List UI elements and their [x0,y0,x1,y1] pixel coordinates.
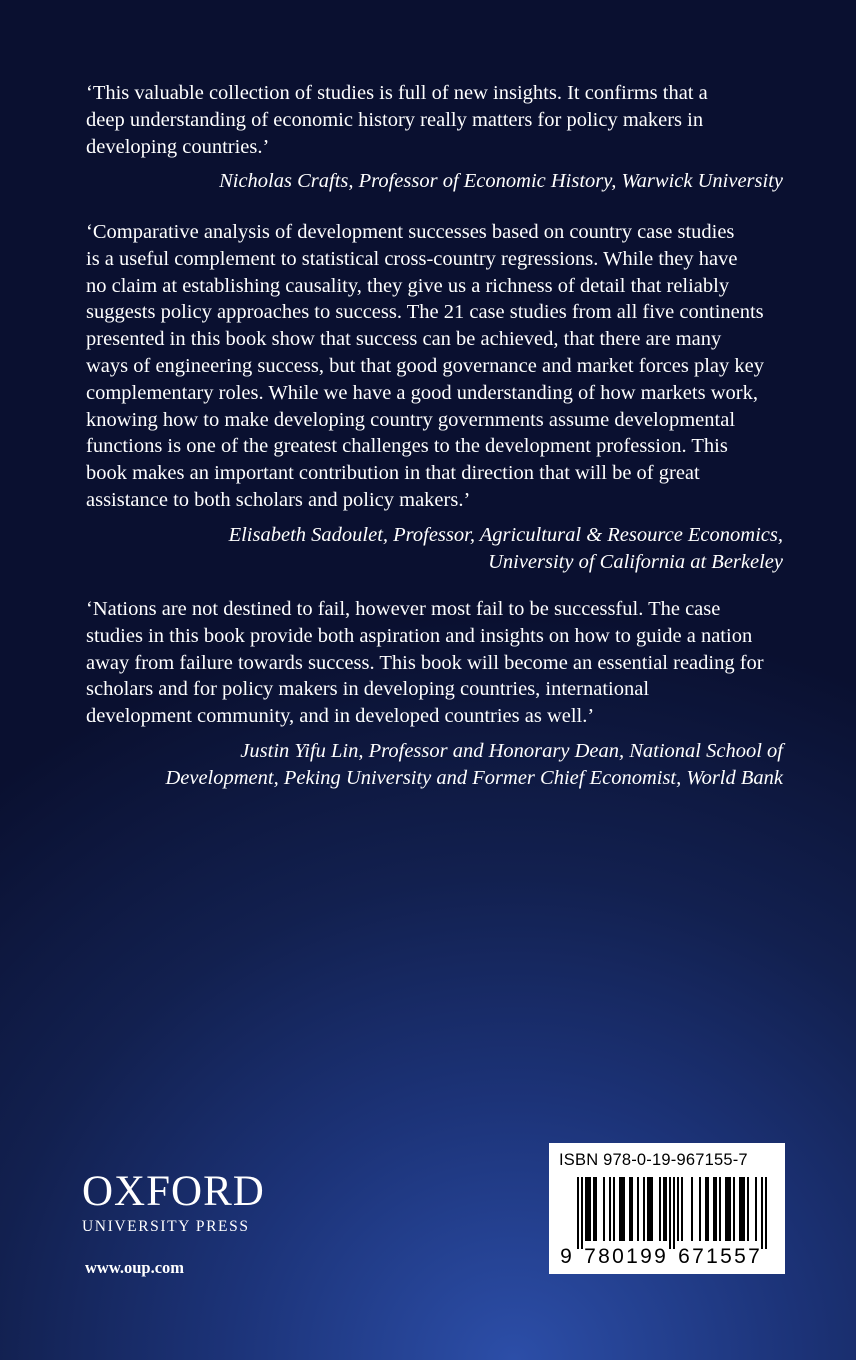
barcode-bar [755,1177,757,1241]
barcode-bar [747,1177,749,1241]
barcode-bar [629,1177,631,1241]
barcode-bar [593,1177,595,1241]
barcode-digit: 9 [640,1245,652,1267]
quote-text: ‘Nations are not destined to fail, however most fail to be successful. The case studies in this book provide both aspiration and insights on how to guide a nation away from failure towards success. This book will become an essential reading for scholars and for policy makers in developing countries, international development community, and in developed countries as well.’ [86,598,764,728]
barcode-bar [719,1177,721,1241]
publisher-logo [82,1168,302,1236]
quote-text: ‘Comparative analysis of development successes based on country case studies is a useful complement to statistical cross-country regressions. While they have no claim at establishing causality, they give us a richness of detail that reliably suggests policy approaches to success. The 21 case studies from all five continents presented in this book show that success can be achieved, that there are many ways of engineering success, but that good governance and market forces play key complementary roles. While we have a good understanding of how markets work, knowing how to make developing country governments assume developmental functions is one of the greatest challenges to the development profession. This book makes an important contribution in that direction that will be of great assistance to both scholars and policy makers.’ [86,221,764,511]
barcode-bar [673,1177,675,1249]
barcode-bar [663,1177,665,1241]
barcode-bar [581,1177,583,1249]
barcode-bar [739,1177,741,1241]
barcode-bar [725,1177,727,1241]
barcode-bar [765,1177,767,1249]
barcode-digit: 9 [560,1245,572,1267]
quote-attribution: Justin Yifu Lin, Professor and Honorary Dean, National School of Development, Peking University and Former Chief Economist, World Bank [165,739,783,789]
barcode-bar [619,1177,621,1241]
barcode-bar [733,1177,735,1241]
barcode-bar [637,1177,639,1241]
barcode-bar [603,1177,605,1241]
publisher-website: www.oup.com [85,1258,185,1277]
barcode-digit: 7 [692,1245,704,1267]
barcode-digit: 1 [706,1245,718,1267]
barcode-bar [681,1177,683,1241]
quote-attribution: Elisabeth Sadoulet, Professor, Agricultural & Resource Economics, University of California at Berkeley [228,523,783,573]
barcode-bar [727,1177,729,1241]
endorsement-sadoulet [86,219,786,575]
barcode-digit: 5 [734,1245,746,1267]
barcode-digit: 7 [584,1245,596,1267]
publisher-subtitle: UNIVERSITY PRESS [82,1218,250,1235]
barcode-bar [691,1177,693,1241]
quote-attribution: Nicholas Crafts, Professor of Economic History, Warwick University [219,170,783,193]
barcode-digit: 5 [720,1245,732,1267]
barcode-bar [741,1177,743,1241]
barcode-bar [609,1177,611,1241]
barcode-bar [715,1177,717,1241]
barcode-bar [707,1177,709,1241]
barcode-bar [613,1177,615,1241]
barcode-graphic [559,1175,775,1267]
barcode-bar [659,1177,661,1241]
barcode-bar [621,1177,623,1241]
barcode-bar [585,1177,587,1241]
barcode-bar [677,1177,679,1241]
barcode-bar [647,1177,649,1241]
barcode-digit: 8 [598,1245,610,1267]
barcode-bar [665,1177,667,1241]
barcode-digit: 1 [626,1245,638,1267]
barcode-bar [587,1177,589,1241]
barcode-bar [651,1177,653,1241]
barcode-bar [643,1177,645,1241]
barcode-bar [631,1177,633,1241]
barcode-bar [705,1177,707,1241]
isbn-label: ISBN 978-0-19-967155-7 [559,1151,748,1169]
quote-text: ‘This valuable collection of studies is full of new insights. It confirms that a deep understanding of economic history really matters for policy makers in developing countries.’ [86,82,708,158]
isbn-barcode [549,1143,785,1274]
barcode-bar [649,1177,651,1241]
barcode-bar [729,1177,731,1241]
barcode-bar [743,1177,745,1241]
barcode-digit: 0 [612,1245,624,1267]
barcode-bar [699,1177,701,1241]
endorsement-crafts [86,80,786,195]
barcode-bar [623,1177,625,1241]
barcode-bar [761,1177,763,1249]
endorsement-lin [86,596,786,792]
barcode-digit: 9 [654,1245,666,1267]
barcode-bar [713,1177,715,1241]
barcode-bar [595,1177,597,1241]
publisher-name: OXFORD [82,1168,265,1215]
barcode-digit: 6 [678,1245,690,1267]
barcode-bar [577,1177,579,1249]
barcode-bar [589,1177,591,1241]
barcode-bar [669,1177,671,1249]
barcode-digit: 7 [748,1245,760,1267]
